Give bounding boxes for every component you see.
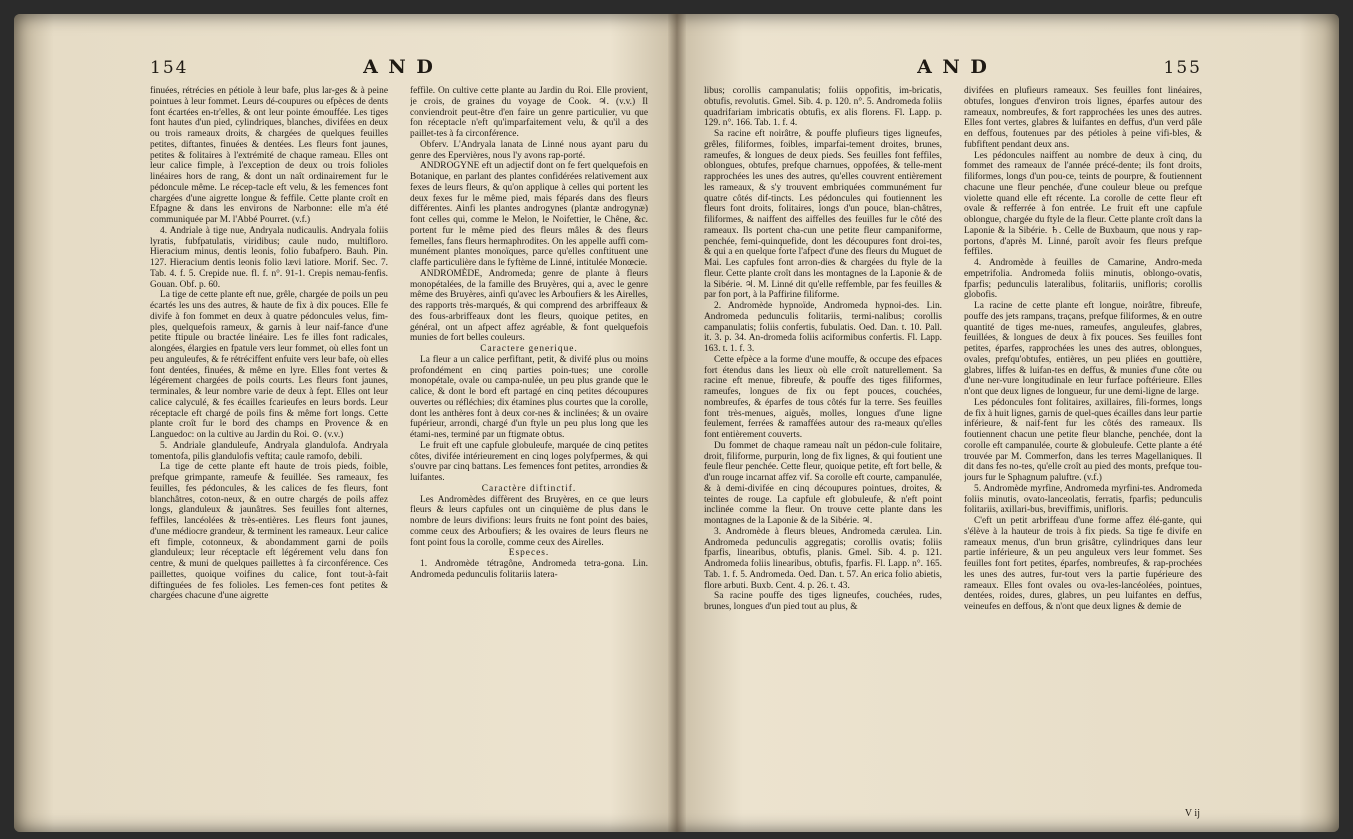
paragraph: 2. Andromède hypnoïde, Andromeda hypnoi-des. Lin. Andromeda pedunculis folitariis, termi-nalibus; corollis campanulatis; foliis confertis, fubulatis. Oed. Dan. t. 10. Pall. it. 3. p. 34. An-dromeda foliis aciformibus confertis. Fl. Lapp. 163. t. 1. f. 3. (704, 301, 942, 354)
paragraph: Sa racine pouffe des tiges ligneufes, couchées, rudes, brunes, longues d'un pied tout au plus, & (704, 591, 942, 612)
paragraph: feffile. On cultive cette plante au Jardin du Roi. Elle provient, je crois, de graines du voyage de Cook. ♃. (v.v.) Il conviendroit peut-être d'en faire un genre particulier, vu que fon réceptacle n'eft qu'imparfaitement velu, & qu'il a des paillet-tes à fa circonférence. (410, 86, 648, 139)
paragraph: ANDROMÈDE, Andromeda; genre de plante à fleurs monopétalées, de la famille des Bruyères, qui a, avec le genre même des Bruyères, ainfi qu'avec les Arboufiers & les Airelles, des rapports très-marqués, & qui comprend des arbriffeaux & des fous-arbriffeaux dont les fleurs, quoique petites, en général, ont un afpect affez agréable, & font quelquefois munies de fort belles couleurs. (410, 268, 648, 344)
paragraph: Les pédoncules font folitaires, axillaires, fili-formes, longs de fix à huit lignes, garnis de quel-ques écailles dans leur partie inférieure, & naif-fent fur les côtés des rameaux. Ils foutiennent chacun une petite fleur blanche, penchée, dont la corolle eft campanulée, courte & globuleufe. Cette plante a été trouvée par M. Commerfon, dans les terres Magellaniques. Il dit dans fes no-tes, qu'elle croît au pied des monts, prefque tou-jours fur le Sphagnum paluftre. (v.f.) (964, 397, 1202, 483)
paragraph: 4. Andriale à tige nue, Andryala nudicaulis. Andryala foliis lyratis, fubfpatulatis, viridibus; caule nudo, multifloro. Hieracium minus, dentis leonis, folio fubafpero. Bauh. Pin. 127. Hieracium dentis leonis folio lævi latiore. Morif. Sec. 7. Tab. 4. f. 5. Crepide nue. fl. f. n°. 91-1. Crepis nemau-fenfis. Gouan. Obf. p. 60. (150, 225, 388, 290)
paragraph: La racine de cette plante eft longue, noirâtre, fibreufe, pouffe des jets rampans, traçans, prefque filiformes, & en outre quantité de tiges me-nues, rameufes, anguleufes, glabres, feuillées, & longues de deux à fix pouces. Ses feuilles font petites, éparfes, rapprochées les unes des autres, oblongues, ovales, prefqu'obtufes, entières, un peu pliées en gouttière, glabres, liffes & luifan-tes en deffus, & munies d'une côte ou d'une ner-vure longitudinale en leur furface poftérieure. Elles n'ont que deux lignes de longueur, fur une demi-ligne de large. (964, 301, 1202, 397)
right-page (704, 56, 1202, 819)
right-running-head: A N D (917, 56, 989, 78)
paragraph: Sa racine eft noirâtre, & pouffe plufieurs tiges ligneufes, grêles, filiformes, foibles, imparfai-tement droites, brunes, rameufes, & longues de deux pieds. Ses feuilles font feffiles, oblongues, obtufes, prefque charnues, oppofées, & telle-ment rapprochées les unes des autres, qu'elles couvrent entièrement les rameaux, & s'y trouvent embriquées communément fur quatre côtés dif-tincts. Les pédoncules qui foutiennent les fleurs font droits, folitaires, longs d'un pouce, blan-châtres, filiformes, & naiffent des aiffelles des feuilles fur le côté des rameaux. Ils portent cha-cun une petite fleur campaniforme, penchée, femi-quinquefide, dont les découpures font droi-tes, & qui a en quelque forte l'afpect d'une des fleurs du Muguet de Mai. Les capfules font arron-dies & chargées du ftyle de la fleur. Cette plante croît dans les montagnes de la Laponie & de la Sibérie. ♃. M. Linné dit qu'elle reffemble, par fes feuilles & par fon port, à la Paffirine filiforme. (704, 129, 942, 301)
left-running-head: A N D (363, 56, 435, 78)
right-page-header (704, 56, 1202, 80)
paragraph: Les pédoncules naiffent au nombre de deux à cinq, du fommet des rameaux de l'année précé-dente; ils font droits, filiformes, longs d'un pou-ce, teints de pourpre, & foutiennent chacune une fleur penchée, d'une couleur bleue ou prefque violette quand elle eft récente. La corolle de cette fleur eft ovale & refferrée à fon entrée. Le fruit eft une capfule oblongue, chargée du ftyle de la fleur. Cette plante croît dans la Laponie & la Sibérie. ♄. Celle de Buxbaum, que nous y rap-portons, d'après M. Linné, paroît avoir fes fleurs prefque feffiles. (964, 150, 1202, 258)
book-gutter (668, 14, 686, 832)
paragraph: 1. Andromède tétragône, Andromeda tetra-gona. Lin. Andromeda pedunculis folitariis latera- (410, 559, 648, 580)
paragraph: divifées en plufieurs rameaux. Ses feuilles font linéaires, obtufes, longues d'environ trois lignes, éparfes autour des rameaux, nombreufes, & fort rapprochées les unes des autres. Elles font vertes, glabres & luifantes en deffus, d'un verd pâle en deffous, foutenues par des pétioles à peine vifi-bles, & fubfiftent pendant deux ans. (964, 86, 1202, 150)
paragraph: La tige de cette plante eft haute de trois pieds, foible, prefque grimpante, rameufe & feuillée. Ses rameaux, fes feuilles, fes pédoncules, & les calices de fes fleurs, font blanchâtres, coton-neux, & en outre chargés de poils affez longs, glanduleux & jaunâtres. Ses feuilles font alternes, feffiles, lancéolées & très-entières. Les fleurs font jaunes, d'une médiocre grandeur, & terminent les rameaux. Leur calice eft fimple, cotonneux, & abondamment garni de poils glanduleux; leur réceptacle eft légérement velu dans fon centre, & muni de quelques paillettes à fa circonférence. Ces paillettes, quoique voifines du calice, font tout-à-fait diftinguées de fes folioles. Les femen-ces font petites & chargées chacune d'une aigrette (150, 462, 388, 602)
section-heading: Caractère diftinctif. (481, 483, 577, 494)
left-page-header (150, 56, 648, 80)
right-column-1 (704, 86, 942, 811)
paragraph: finuées, rétrécies en pétiole à leur bafe, plus lar-ges & à peine pointues à leur fommet. Leurs dé-coupures ou efpèces de dents font écartées en-tr'elles, & ont leur pointe émouffée. Les tiges font hautes d'un pied, cylindriques, blanches, divifées en deux ou trois rameaux droits, & chargées de quelques feuilles petites, diftantes, finuées & dentées. Les fleurs font jaunes, petites & folitaires à l'extrémité de chaque rameau. Elles ont leur calice fimple, à l'exception de deux ou trois folioles linéaires hors de rang, & dont un naît ordinairement fur le pédoncule même. Le récep-tacle eft velu, & les femences font chargées d'une aigrette longue & feffile. Cette plante croît en Efpagne & dans les environs de Narbonne: elle m'a été communiquée par M. l'Abbé Pourret. (v.f.) (150, 86, 388, 225)
left-page (150, 56, 648, 816)
paragraph: C'eft un petit arbriffeau d'une forme affez élé-gante, qui s'élève à la hauteur de trois à fix pieds. Sa tige fe divife en rameaux menus, d'un brun grisâtre, cylindriques dans leur partie inférieure, & un peu anguleux vers leur fommet. Ses feuilles font fort petites, éparfes, nombreufes, & rap-prochées les unes des autres, fur-tout vers la partie fupérieure des rameaux. Elles font ovales ou ova-les-lancéolées, pointues, dentées, roides, dures, glabres, un peu luifantes en deffus, veineufes en deffous, & n'ont que deux lignes & demie de (964, 516, 1202, 612)
paragraph: 5. Andromède myrfine, Andromeda myrfini-tes. Andromeda foliis minutis, ovato-lanceolatis, ferratis, fparfis; pedunculis folitariis, axillari-bus, breviffimis, unifloris. (964, 483, 1202, 516)
left-column-1 (150, 86, 388, 811)
section-heading: Especes. (508, 548, 550, 559)
signature-mark: V ij (1184, 808, 1200, 819)
paragraph: 4. Andromède à feuilles de Camarine, Andro-meda empetrifolia. Andromeda foliis minutis, oblongo-ovatis, fparfis; pedunculis lateralibus, folitariis, unifloris; corollis globofis. (964, 258, 1202, 301)
paragraph: Du fommet de chaque rameau naît un pédon-cule folitaire, droit, filiforme, purpurin, long de fix lignes, & qui foutient une feule fleur penchée. Cette fleur, quoique petite, eft fort belle, & d'un rouge incarnat affez vif. Sa corolle eft courte, campanulée, & à demi-divifée en cinq découpures pointues, droites, & teintes de rouge. La capfule eft globuleufe, & n'eft point inclinée comme la fleur. On trouve cette plante dans les montagnes de la Laponie & de la Sibérie. ♃. (704, 440, 942, 526)
paragraph: Le fruit eft une capfule globuleufe, marquée de cinq petites côtes, divifée intérieurement en cinq loges polyfpermes, & qui s'ouvre par cinq battans. Les femences font petites, arrondies & luifantes. (410, 440, 648, 483)
right-column-2 (964, 86, 1202, 811)
paragraph: Les Andromèdes diffèrent des Bruyères, en ce que leurs fleurs & leurs capfules ont un cinquième de plus dans le nombre de leurs divifions: leurs fruits ne font point des baies, comme ceux des Arboufiers; & les ovaires de leurs fleurs ne font point fous la corolle, comme ceux des Airelles. (410, 494, 648, 548)
paragraph: Obferv. L'Andryala lanata de Linné nous ayant paru du genre des Epervières, nous l'y avons rap-porté. (410, 139, 648, 161)
paragraph: ANDROGYNE eft un adjectif dont on fe fert quelquefois en Botanique, en parlant des plantes confidérées relativement aux fexes de leurs fleurs, & qu'on applique à celles qui portent les deux fexes fur le même pied, mais féparés dans des fleurs différentes. Ainfi les plantes androgynes (plantæ androgynæ) font celles qui, comme le Melon, le Noifettier, le Chêne, &c. portent fur le même pied des fleurs mâles & des fleurs femelles, fans fleurs hermaphrodites. On les appelle auffi com-munément plantes monoïques, parce qu'elles conftituent une claffe particulière dans le fyftème de Linné, intitulée Monœcie. (410, 161, 648, 268)
book-spread (14, 14, 1339, 832)
paragraph: 3. Andromède à fleurs bleues, Andromeda cærulea. Lin. Andromeda pedunculis aggregatis; corollis ovatis; foliis fparfis, linearibus, obtufis, planis. Gmel. Sib. 4. p. 121. Andromeda foliis linearibus, obtufis, fparfis. Fl. Lapp. n°. 165. Tab. 1. f. 5. Andromeda. Oed. Dan. t. 57. An erica folio abietis, flore arbuti. Buxb. Cent. 4. p. 26. t. 43. (704, 526, 942, 591)
right-page-number: 155 (1163, 58, 1202, 78)
left-page-number: 154 (150, 58, 189, 78)
section-heading: Caractere generique. (480, 344, 578, 354)
paragraph: 5. Andriale glanduleufe, Andryala glandulofa. Andryala tomentofa, pilis glandulofis veftita; caule ramofo, debili. (150, 440, 388, 462)
paragraph: Cette efpèce a la forme d'une mouffe, & occupe des efpaces fort étendus dans les lieux où elle croît naturellement. Sa racine eft menue, fibreufe, & pouffe des tiges filiformes, rameufes, longues de fix ou fept pouces, couchées, nombreufes, & éparfes de tous côtés fur la terre. Ses feuilles font très-menues, aiguës, molles, longues d'une ligne feulement, ferrées & ramaffées autour des ra-meaux qu'elles font entièrement couverts. (704, 354, 942, 440)
left-column-2 (410, 86, 648, 811)
paragraph: La tige de cette plante eft nue, grêle, chargée de poils un peu écartés les uns des autres, & haute de fix à dix pouces. Elle fe divife à fon fommet en deux à quatre pédoncules velus, fim-ples, quelquefois rameux, & garnis à leur naif-fance d'une petite ftipule ou bractée linéaire. Les fe illes font radicales, alongées, élargies en fpatule vers leur fommet, où elles font un peu anguleufes, & fe rétréciffent enfuite vers leur bafe, où elles font dentées, finuées, & même en lyre. Elles font vertes & légérement chargées de poils courts. Les fleurs font jaunes, terminales, & leur nombre varie de deux à fept. Elles ont leur calice calyculé, & fes écailles fcarieufes en leurs bords. Leur réceptacle eft chargé de poils fins & même fort longs. Cette plante croît fur le bord des champs en Provence & en Languedoc: on la cultive au Jardin du Roi. ⊙. (v.v.) (150, 290, 388, 440)
paragraph: libus; corollis campanulatis; foliis oppofitis, im-bricatis, obtufis, revolutis. Gmel. Sib. 4. p. 120. n°. 5. Andromeda foliis quadrifariam imbricatis obtufis, ex alis florens. Fl. Lapp. p. 129. n°. 166. Tab. 1. f. 4. (704, 86, 942, 129)
paragraph: La fleur a un calice perfiftant, petit, & divifé plus ou moins profondément en cinq parties poin-tues; une corolle monopétale, ovale ou campa-nulée, un peu plus grande que le calice, & dont le bord eft partagé en cinq petites découpures ouvertes ou réfléchies; dix étamines plus courtes que la corolle, dont les anthères font à deux cor-nes & inclinées; & un ovaire fupérieur, arrondi, chargé d'un ftyle un peu plus long que les étami-nes, terminé par un ftigmate obtus. (410, 354, 648, 440)
